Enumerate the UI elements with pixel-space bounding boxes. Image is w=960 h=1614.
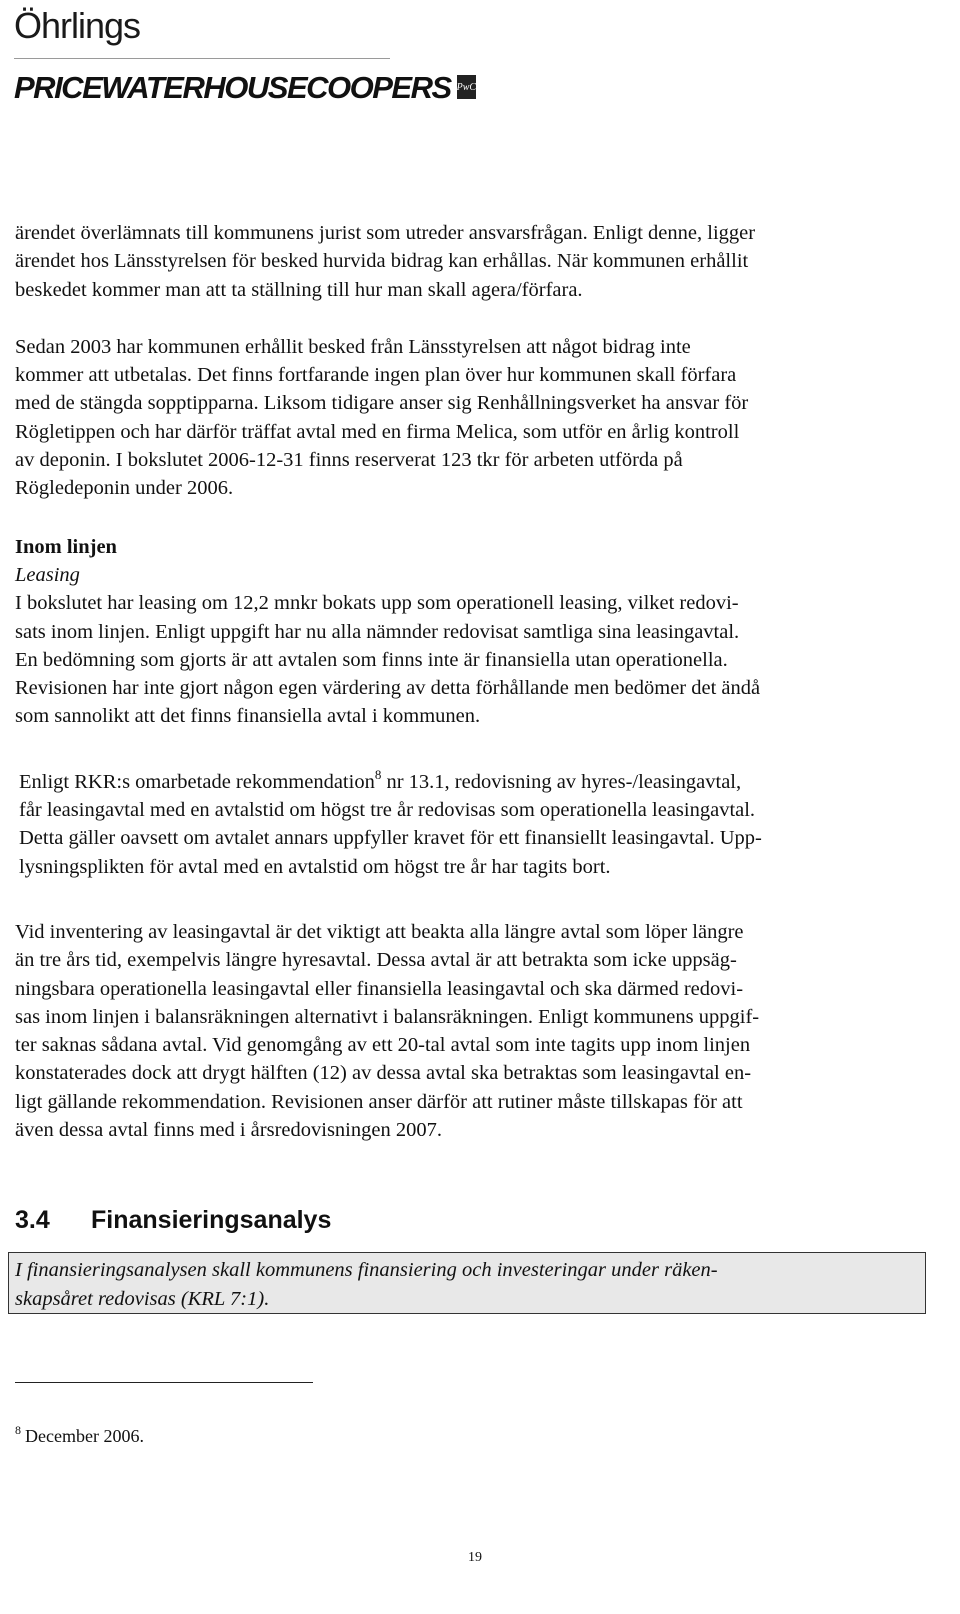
paragraph-1: ärendet överlämnats till kommunens jurist som utreder ansvarsfrågan. Enligt denne, ligger ärendet hos Länsstyrelsen för besked hurvida bidrag kan erhållas. När kommunen erhållit beskedet kommer man att ta ställning till hur man skall agera/förfara.	[15, 222, 756, 301]
paragraph-2: Sedan 2003 har kommunen erhållit besked från Länsstyrelsen att något bidrag inte kommer att utbetalas. Det finns fortfarande ingen plan över hur kommunen skall förfara med de stängda sopptipparna. Liksom tidigare anser sig Renhållningsverket ha ansvar för Rögletippen och har därför träffat avtal med en firma Melica, som utför en årlig kontroll av deponin. I bokslutet 2006-12-31 finns reserverat 123 tkr för arbeten utförda på Rögledeponin under 2006.	[15, 335, 749, 500]
subheading-leasing: Leasing	[15, 563, 80, 586]
header-divider	[14, 58, 390, 59]
page-number: 19	[468, 1550, 482, 1565]
body-content	[15, 219, 935, 1144]
paragraph-5: Vid inventering av leasingavtal är det viktigt att beakta alla längre avtal som löper längre än tre års tid, exempelvis längre hyresavtal. Dessa avtal är att betrakta som icke uppsäg- ningsbara operationella leasingavtal eller finansiella leasingavtal och ska därmed redovi- sas inom linjen i balansräkningen alternativt i balansräkningen. Enligt kommunens uppgif- ter saknas sådana avtal. Vid genomgång av ett 20-tal avtal som inte tagits upp inom linjen konstaterades dock att drygt hälften (12) av dessa avtal ska betraktas som leasingavtal en- ligt gällande rekommendation. Revisionen anser därför att rutiner måste tillskapas för att även dessa avtal finns med i årsredovisningen 2007.	[15, 920, 760, 1142]
logo-mark-icon: PwC	[457, 75, 476, 99]
heading-inom-linjen: Inom linjen	[15, 535, 117, 558]
firm-name: Öhrlings	[14, 5, 141, 46]
page-header	[14, 4, 477, 105]
footnote-number: 8	[15, 1423, 21, 1437]
paragraph-3: I bokslutet har leasing om 12,2 mnkr bokats upp som operationell leasing, vilket redovi- sats inom linjen. Enligt uppgift har nu alla nämnder redovisat samtliga sina leasingavtal. En bedömning som gjorts är att avtalen som finns inte är finansiella utan operationella. Revisionen har inte gjort någon egen värdering av detta förhållande men bedömer det ändå som sannolikt att det finns finansiella avtal i kommunen.	[15, 592, 761, 728]
section-heading	[15, 1206, 331, 1235]
boxed-statement: I finansieringsanalysen skall kommunens finansiering och investeringar under räken- skapsåret redovisas (KRL 7:1).	[8, 1252, 926, 1314]
section-title: Finansieringsanalys	[91, 1206, 332, 1234]
footnote-ref: 8	[374, 766, 382, 782]
section-number: 3.4	[15, 1206, 50, 1234]
paragraph-4: Enligt RKR:s omarbetade rekommendation$^8$ nr 13.1, redovisning av hyres-/leasingavtal, får leasingavtal med en avtalstid om högst tre år redovisas som operationella leasingavtal. Detta gäller oavsett om avtalet annars uppfyller kravet för ett finansiellt leasingavtal. Upp- lysningsplikten för avtal med en avtalstid om högst tre år har tagits bort.	[19, 766, 762, 878]
footnote-divider	[15, 1382, 313, 1383]
pwc-logo	[14, 70, 477, 105]
footnote	[15, 1423, 144, 1447]
footnote-text: December 2006.	[25, 1426, 144, 1446]
logo-text: PRICEWATERHOUSECOOPERS	[14, 70, 451, 105]
